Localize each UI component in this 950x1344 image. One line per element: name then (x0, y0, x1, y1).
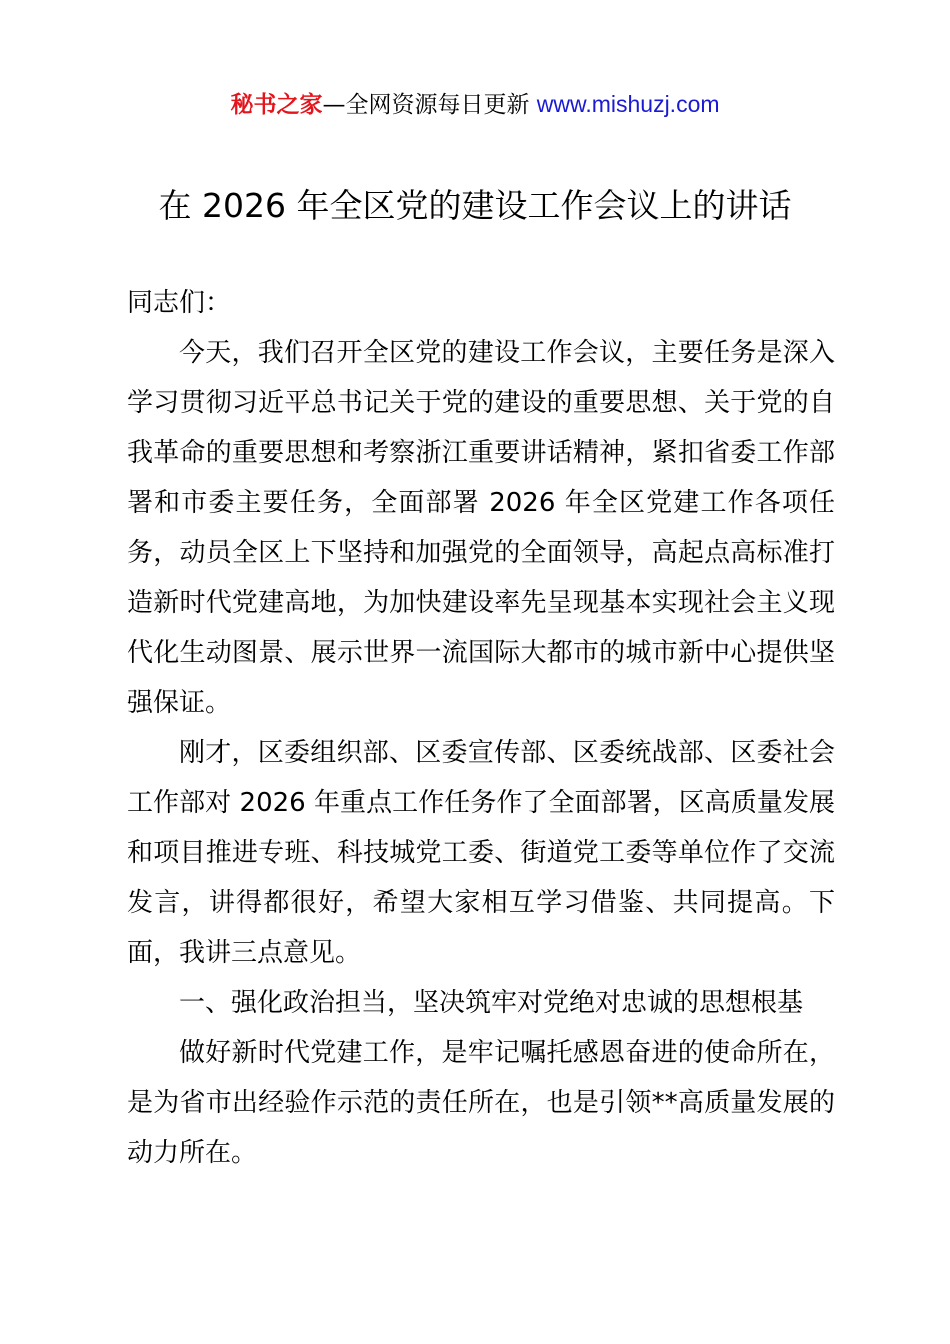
section-heading: 一、强化政治担当，坚决筑牢对党绝对忠诚的思想根基 (179, 988, 804, 1018)
header-banner (0, 88, 950, 121)
brand-name: 秘书之家 (230, 92, 323, 118)
document-body (127, 278, 835, 1178)
paragraph: 刚才，区委组织部、区委宣传部、区委统战部、区委社会工作部对 2026 年重点工作任务作了全面部署，区高质量发展和项目推进专班、科技城党工委、街道党工委等单位作了交流发言，讲得都很好，希望大家相互学习借鉴、共同提高。下面，我讲三点意见。 (127, 738, 835, 968)
paragraph: 做好新时代党建工作，是牢记嘱托感恩奋进的使命所在，是为省市出经验作示范的责任所在，也是引领**高质量发展的动力所在。 (127, 1038, 835, 1168)
document-title: 在 2026 年全区党的建设工作会议上的讲话 (158, 186, 792, 225)
site-url-link[interactable]: www.mishuzj.com (536, 91, 720, 117)
banner-tagline: —全网资源每日更新 (322, 92, 530, 118)
salutation: 同志们： (127, 288, 232, 318)
paragraph: 今天，我们召开全区党的建设工作会议，主要任务是深入学习贯彻习近平总书记关于党的建设的重要思想、关于党的自我革命的重要思想和考察浙江重要讲话精神，紧扣省委工作部署和市委主要任务，全面部署 2026 年全区党建工作各项任务，动员全区上下坚持和加强党的全面领导，高起点高标准打造新时代党建高地，为加快建设率先呈现基本实现社会主义现代化生动图景、展示世界一流国际大都市的城市新中心提供坚强保证。 (127, 338, 835, 718)
